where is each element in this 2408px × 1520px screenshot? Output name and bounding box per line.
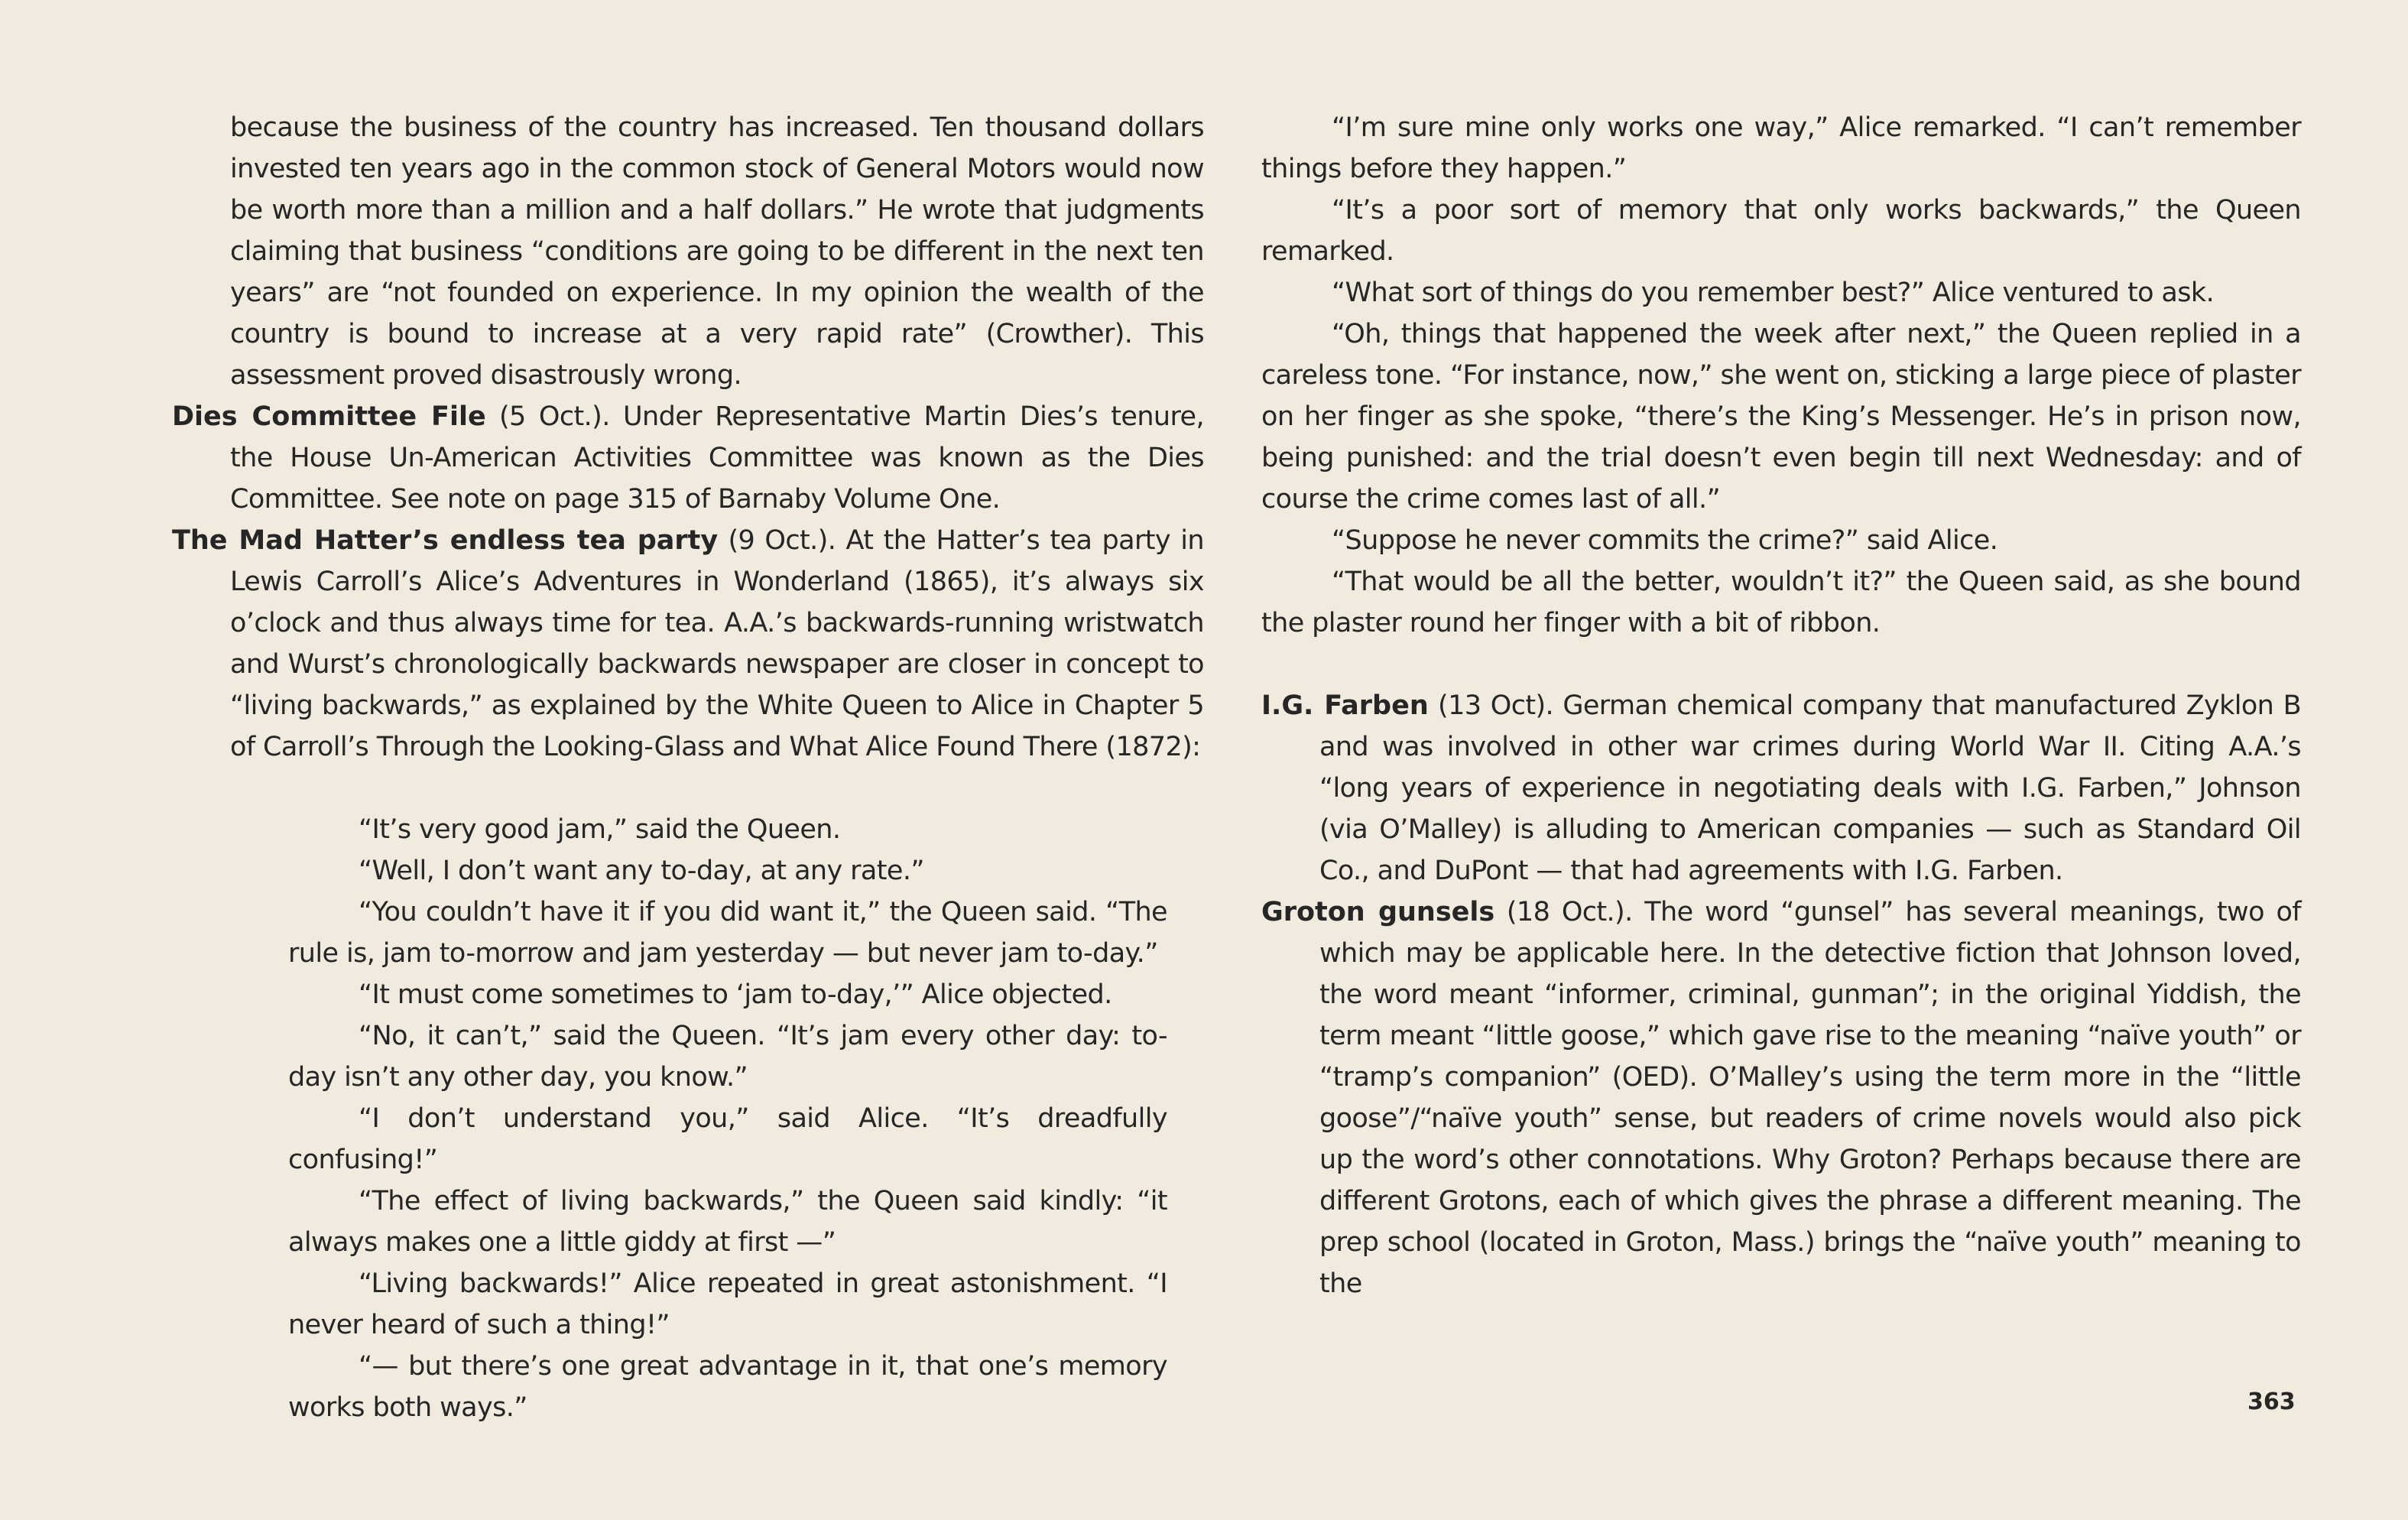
quote-line: “No, it can’t,” said the Queen. “It’s jam every other day: to-day isn’t any other day, you know.” (288, 1021, 1167, 1093)
entry-dies-committee (172, 396, 1204, 520)
entry-text: (18 Oct.). The word “gunsel” has several meanings, two of which may be applicable here. In the detective fiction that Johnson loved, the word meant “informer, criminal, gunman”; in the original Yiddish, the term meant “little goose,” which gave rise to the meaning “naïve youth” or “tramp’s companion” (OED). O’Malley’s using the term more in the “little goose”/“naïve youth” sense, but readers of crime novels would also pick up the word’s other connotations. Why Groton? Perhaps because there are different Grotons, each of which gives the phrase a different meaning. The prep school (located in Groton, Mass.) brings the “naïve youth” meaning to the (1319, 897, 2302, 1299)
quote-line: “What sort of things do you remember best?” Alice ventured to ask. (1332, 278, 2215, 308)
quote-line: “It must come sometimes to ‘jam to-day,’” Alice objected. (359, 979, 1112, 1010)
entry-text: (13 Oct). German chemical company that manufactured Zyklon B and was involved in other war crimes during World War II. Citing A.A.’s “long years of experience in negotiating deals with I.G. Farben,” Johnson (via O’Malley) is alluding to American companies — such as Standard Oil Co., and DuPont — that had agreements with I.G. Farben. (1319, 690, 2301, 886)
quote-line: “That would be all the better, wouldn’t it?” the Queen said, as she bound the plaster round her finger with a bit of ribbon. (1261, 567, 2301, 638)
entry-text: (5 Oct.). Under Representative Martin Dies’s tenure, the House Un-American Activities Committee was known as the Dies Committee. See note on page 315 of Barnaby Volume One. (230, 401, 1204, 515)
quote-line: “Living backwards!” Alice repeated in great astonishment. “I never heard of such a thing!” (288, 1268, 1167, 1340)
entry-mad-hatter (172, 520, 1204, 768)
quote-line: “Oh, things that happened the week after next,” the Queen replied in a careless tone. “For instance, now,” she went on, sticking a large piece of plaster on her finger as she spoke, “there’s the King’s Messenger. He’s in prison now, being punished: and the trial doesn’t even begin till next Wednesday: and of course the crime comes last of all.” (1261, 319, 2301, 515)
quote-line: “Suppose he never commits the crime?” said Alice. (1332, 525, 1998, 556)
quotation-continuation (1261, 107, 2301, 644)
entry-term: Groton gunsels (1261, 897, 1495, 927)
entry-term: Dies Committee File (172, 401, 486, 432)
left-column (172, 107, 1204, 1428)
quote-line: “The effect of living backwards,” the Queen said kindly: “it always makes one a little giddy at first —” (288, 1186, 1167, 1258)
quotation-block (172, 809, 1167, 1428)
entry-term: The Mad Hatter’s endless tea party (172, 525, 719, 556)
entry-groton-gunsels (1261, 892, 2301, 1304)
entry-text: (9 Oct.). At the Hatter’s tea party in Lewis Carroll’s Alice’s Adventures in Wonderland (1865), it’s always six o’clock and thus always time for tea. A.A.’s backwards-running wristwatch and Wurst’s chronologically backwards newspaper are closer in concept to “living backwards,” as explained by the White Queen to Alice in Chapter 5 of Carroll’s Through the Looking-Glass and What Alice Found There (1872): (230, 525, 1204, 762)
quote-line: “It’s a poor sort of memory that only works backwards,” the Queen remarked. (1261, 195, 2301, 267)
entry-ig-farben (1261, 685, 2301, 892)
quote-line: “I don’t understand you,” said Alice. “It’s dreadfully confusing!” (288, 1103, 1167, 1175)
page-number: 363 (2247, 1388, 2296, 1415)
entry-term: I.G. Farben (1261, 690, 1429, 721)
quote-line: “It’s very good jam,” said the Queen. (359, 814, 841, 845)
quote-line: “Well, I don’t want any to-day, at any rate.” (359, 856, 924, 886)
quote-line: “You couldn’t have it if you did want it,” the Queen said. “The rule is, jam to-morrow and jam yesterday — but never jam to-day.” (288, 897, 1167, 969)
quote-line: “I’m sure mine only works one way,” Alice remarked. “I can’t remember things before they happen.” (1261, 112, 2301, 184)
quote-line: “— but there’s one great advantage in it, that one’s memory works both ways.” (288, 1351, 1167, 1423)
spacer (1261, 644, 2301, 685)
right-column (1261, 107, 2301, 1304)
continuation-paragraph: because the business of the country has increased. Ten thousand dollars invested ten years ago in the common stock of General Motors would now be worth more than a million and a half dollars.” He wrote that judgments claiming that business “conditions are going to be different in the next ten years” are “not founded on experience. In my opinion the wealth of the country is bound to increase at a very rapid rate” (Crowther). This assessment proved disastrously wrong. (230, 112, 1204, 391)
